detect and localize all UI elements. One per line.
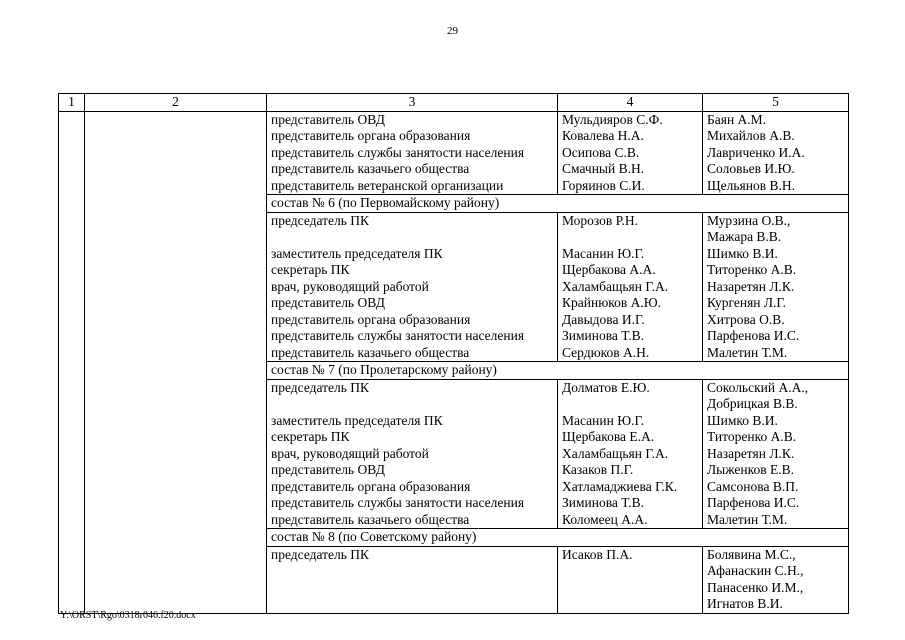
member-line: Масанин Ю.Г. <box>562 412 645 428</box>
role-line: председатель ПК <box>271 212 370 228</box>
continuation-role-line: представитель ветеранской организации <box>271 177 504 193</box>
continuation-reserve-line: Щельянов В.Н. <box>707 177 795 193</box>
reserve-line: Лыженков Е.В. <box>707 462 794 477</box>
col-2-cell <box>85 111 267 613</box>
col-1-cell <box>59 111 85 613</box>
role-line: представитель органа образования <box>271 311 471 327</box>
reserve-line: Хитрова О.В. <box>707 311 785 327</box>
header-col-1: 1 <box>59 94 85 112</box>
member-line: Хатламаджиева Г.К. <box>562 478 678 494</box>
composition-reserve-cell <box>703 212 849 362</box>
role-line: заместитель председателя ПК <box>271 245 443 261</box>
role-line: представитель казачьего общества <box>271 511 470 527</box>
composition-role-cell <box>267 379 558 529</box>
composition-member-cell <box>558 379 703 529</box>
continuation-role-line: представитель службы занятости населения <box>271 144 525 160</box>
continuation-block <box>59 111 849 195</box>
composition-member-cell <box>558 212 703 362</box>
file-path-footer: Y:\ORST\Rgo\0318r046.f20.docx <box>60 610 196 621</box>
header-col-2: 2 <box>85 94 267 112</box>
composition-reserve-cell <box>703 379 849 529</box>
reserve-line: Самсонова В.П. <box>707 478 799 494</box>
member-line: Морозов Р.Н. <box>562 212 638 228</box>
reserve-line: Титоренко А.В. <box>707 429 797 444</box>
continuation-member-cell <box>558 111 703 195</box>
header-col-3: 3 <box>267 94 558 112</box>
member-line: Масанин Ю.Г. <box>562 245 645 261</box>
member-line: Давыдова И.Г. <box>562 311 645 327</box>
member-line: Зиминова Т.В. <box>562 328 644 343</box>
reserve-line: Малетин Т.М. <box>707 344 788 360</box>
composition-title: состав № 6 (по Первомайскому району) <box>267 195 849 213</box>
reserve-line: Титоренко А.В. <box>707 262 797 277</box>
composition-reserve-cell <box>703 546 849 613</box>
role-line: председатель ПК <box>271 379 370 395</box>
continuation-member-line: Ковалева Н.А. <box>562 128 644 143</box>
role-line: секретарь ПК <box>271 262 350 277</box>
member-line: Сердюков А.Н. <box>562 344 650 360</box>
composition-role-cell <box>267 212 558 362</box>
reserve-line: Шимко В.И. <box>707 412 778 428</box>
composition-title: состав № 8 (по Советскому району) <box>267 529 849 547</box>
role-line: председатель ПК <box>271 546 370 562</box>
reserve-line: Парфенова И.С. <box>707 328 800 343</box>
page-number: 29 <box>447 25 458 37</box>
role-line: представитель казачьего общества <box>271 344 470 360</box>
role-line: представитель службы занятости населения <box>271 495 525 510</box>
reserve-line: Болявина М.С., Афанаскин С.Н., Панасенко И.М., Игнатов В.И. <box>707 546 804 611</box>
role-line: представитель ОВД <box>271 462 385 477</box>
role-line: заместитель председателя ПК <box>271 412 443 428</box>
continuation-role-cell <box>267 111 558 195</box>
member-line: Казаков П.Г. <box>562 462 634 477</box>
role-line: представитель службы занятости населения <box>271 328 525 343</box>
member-line: Халамбащьян Г.А. <box>562 445 669 461</box>
member-line: Халамбащьян Г.А. <box>562 278 669 294</box>
continuation-role-line: представитель казачьего общества <box>271 161 470 176</box>
role-line: представитель ОВД <box>271 295 385 310</box>
role-line: секретарь ПК <box>271 429 350 444</box>
continuation-member-line: Горяинов С.И. <box>562 177 645 193</box>
continuation-reserve-line: Михайлов А.В. <box>707 128 795 143</box>
continuation-reserve-line: Лавриченко И.А. <box>707 144 805 160</box>
composition-member-cell <box>558 546 703 613</box>
reserve-line: Сокольский А.А., Добрицкая В.В. <box>707 379 809 411</box>
role-line: врач, руководящий работой <box>271 278 429 294</box>
reserve-line: Мурзина О.В., Мажара В.В. <box>707 212 791 244</box>
header-col-4: 4 <box>558 94 703 112</box>
continuation-reserve-line: Баян А.М. <box>707 111 767 127</box>
reserve-line: Назаретян Л.К. <box>707 278 795 294</box>
reserve-line: Парфенова И.С. <box>707 495 800 510</box>
member-line: Долматов Е.Ю. <box>562 379 650 395</box>
continuation-member-line: Осипова С.В. <box>562 144 640 160</box>
reserve-line: Кургенян Л.Г. <box>707 295 787 310</box>
reserve-line: Назаретян Л.К. <box>707 445 795 461</box>
member-line: Коломеец А.А. <box>562 511 648 527</box>
member-line: Крайнюков А.Ю. <box>562 295 662 310</box>
header-col-5: 5 <box>703 94 849 112</box>
continuation-member-line: Смачный В.Н. <box>562 161 645 176</box>
member-line: Зиминова Т.В. <box>562 495 644 510</box>
composition-title: состав № 7 (по Пролетарскому району) <box>267 362 849 380</box>
composition-role-cell <box>267 546 558 613</box>
continuation-reserve-cell <box>703 111 849 195</box>
continuation-member-line: Мульдияров С.Ф. <box>562 111 663 127</box>
table-header-row <box>59 94 849 112</box>
role-line: представитель органа образования <box>271 478 471 494</box>
reserve-line: Шимко В.И. <box>707 245 778 261</box>
continuation-role-line: представитель ОВД <box>271 111 385 127</box>
continuation-role-line: представитель органа образования <box>271 128 471 143</box>
continuation-reserve-line: Соловьев И.Ю. <box>707 161 795 176</box>
member-line: Исаков П.А. <box>562 546 633 562</box>
member-line: Щербакова А.А. <box>562 262 656 277</box>
reserve-line: Малетин Т.М. <box>707 511 788 527</box>
commission-table <box>58 93 849 614</box>
member-line: Щербакова Е.А. <box>562 429 655 444</box>
role-line: врач, руководящий работой <box>271 445 429 461</box>
